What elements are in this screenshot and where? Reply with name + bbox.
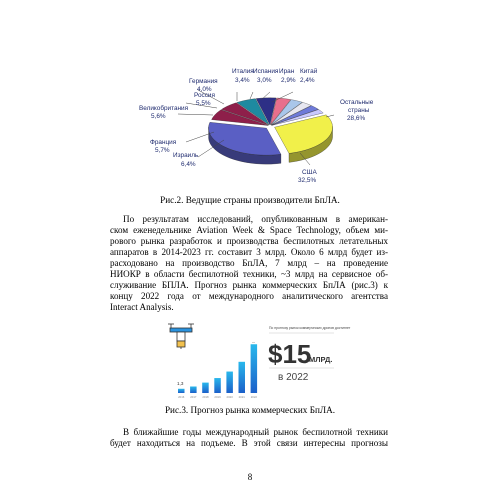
first-bar-value-label: 1,3 xyxy=(177,380,184,386)
label-other-name: Остальные xyxy=(340,99,374,106)
text-line: Interact Analysis. xyxy=(110,302,174,312)
paragraph-2 xyxy=(110,427,388,449)
text-line: будет находиться на подъеме. В этой связи интересны прогнозы xyxy=(110,438,388,448)
label-other-name2: страны xyxy=(348,107,370,114)
text-line: аппаратов в 2014-2023 гг. составит 3 млрд. Около 6 млрд будет из- xyxy=(110,247,388,257)
forecast-note: По прогнозу рынок коммерческих дронов достигнет xyxy=(269,326,351,330)
forecast-year: в 2022 xyxy=(278,372,309,383)
leader-line xyxy=(178,114,213,115)
bar xyxy=(214,378,221,393)
x-tick-label: 2018 xyxy=(202,395,209,399)
text-line: ском еженедельнике Aviation Week & Space Technology, объем ми- xyxy=(110,225,388,235)
page-number: 8 xyxy=(247,472,253,482)
x-tick-label: 2017 xyxy=(190,395,197,399)
x-tick-label: 2020 xyxy=(226,395,233,399)
x-tick-label: 2019 xyxy=(214,395,221,399)
bar xyxy=(178,389,185,393)
label-israel-pct: 6,4% xyxy=(181,161,196,168)
paragraph-1 xyxy=(110,214,388,313)
pie-chart-figure xyxy=(100,40,400,190)
label-china-pct: 2,4% xyxy=(300,77,315,84)
x-axis-ticks xyxy=(178,395,257,399)
figure-3-caption: Рис.3. Прогноз рынка коммерческих БпЛА. xyxy=(164,405,336,415)
text-line: концу 2022 года от международного аналитического агентства xyxy=(110,291,388,301)
label-iran-pct: 2,9% xyxy=(281,77,296,84)
bar xyxy=(226,372,233,393)
pie-chart xyxy=(100,40,400,190)
bar xyxy=(190,387,197,394)
x-tick-label: 2021 xyxy=(238,395,245,399)
leader-line xyxy=(250,92,253,99)
label-spain-name: Испания xyxy=(253,68,279,75)
market-forecast-chart xyxy=(158,318,351,402)
label-uk-name: Великобритания xyxy=(139,105,189,112)
label-france-name: Франция xyxy=(150,139,177,146)
label-italy-pct: 3,4% xyxy=(235,77,250,84)
forecast-big-value: $15 xyxy=(268,339,312,369)
label-germany-name: Германия xyxy=(189,78,218,85)
text-line: В ближайшие годы международный рынок беспилотной техники xyxy=(123,427,388,437)
x-tick-label: 2016 xyxy=(178,395,185,399)
label-israel-name: Израиль xyxy=(173,152,199,159)
label-usa-pct: 32,5% xyxy=(298,177,317,184)
label-germany-pct: 4,0% xyxy=(197,86,212,93)
market-forecast-figure xyxy=(158,318,351,402)
bar xyxy=(251,344,258,393)
text-line: рового рынка разработок и производства беспилотных летательных xyxy=(110,236,388,246)
figure-2-caption: Рис.2. Ведущие страны производители БпЛА. xyxy=(160,195,340,205)
label-spain-pct: 3,0% xyxy=(257,77,272,84)
label-france-pct: 5,7% xyxy=(155,147,170,154)
text-line: По результатам исследований, опубликованным в американ- xyxy=(123,214,388,224)
label-usa-name: США xyxy=(302,169,317,176)
label-other-pct: 28,6% xyxy=(347,115,366,122)
label-iran-name: Иран xyxy=(279,68,295,75)
bar xyxy=(239,362,246,393)
label-italy-name: Италия xyxy=(232,68,254,75)
drone-icon xyxy=(168,324,194,349)
label-russia-name: Россия xyxy=(194,92,215,99)
label-china-name: Китай xyxy=(300,68,318,75)
text-line: расходовано на производство БпЛА, 7 млрд – на проведение xyxy=(110,258,388,268)
last-bar-value-label: ... xyxy=(251,338,256,344)
forecast-big-unit: МЛРД. xyxy=(309,355,333,364)
x-tick-label: 2022 xyxy=(250,395,257,399)
text-line: НИОКР в области беспилотной техники, ~3 млрд на сервисное об- xyxy=(110,269,388,279)
text-line: служивание БПЛА. Прогноз рынка коммерческих БпЛА (рис.3) к xyxy=(110,280,388,290)
bar xyxy=(202,383,209,393)
label-uk-pct: 5,6% xyxy=(151,113,166,120)
bar-series xyxy=(178,344,257,393)
label-russia-pct: 5,5% xyxy=(196,100,211,107)
